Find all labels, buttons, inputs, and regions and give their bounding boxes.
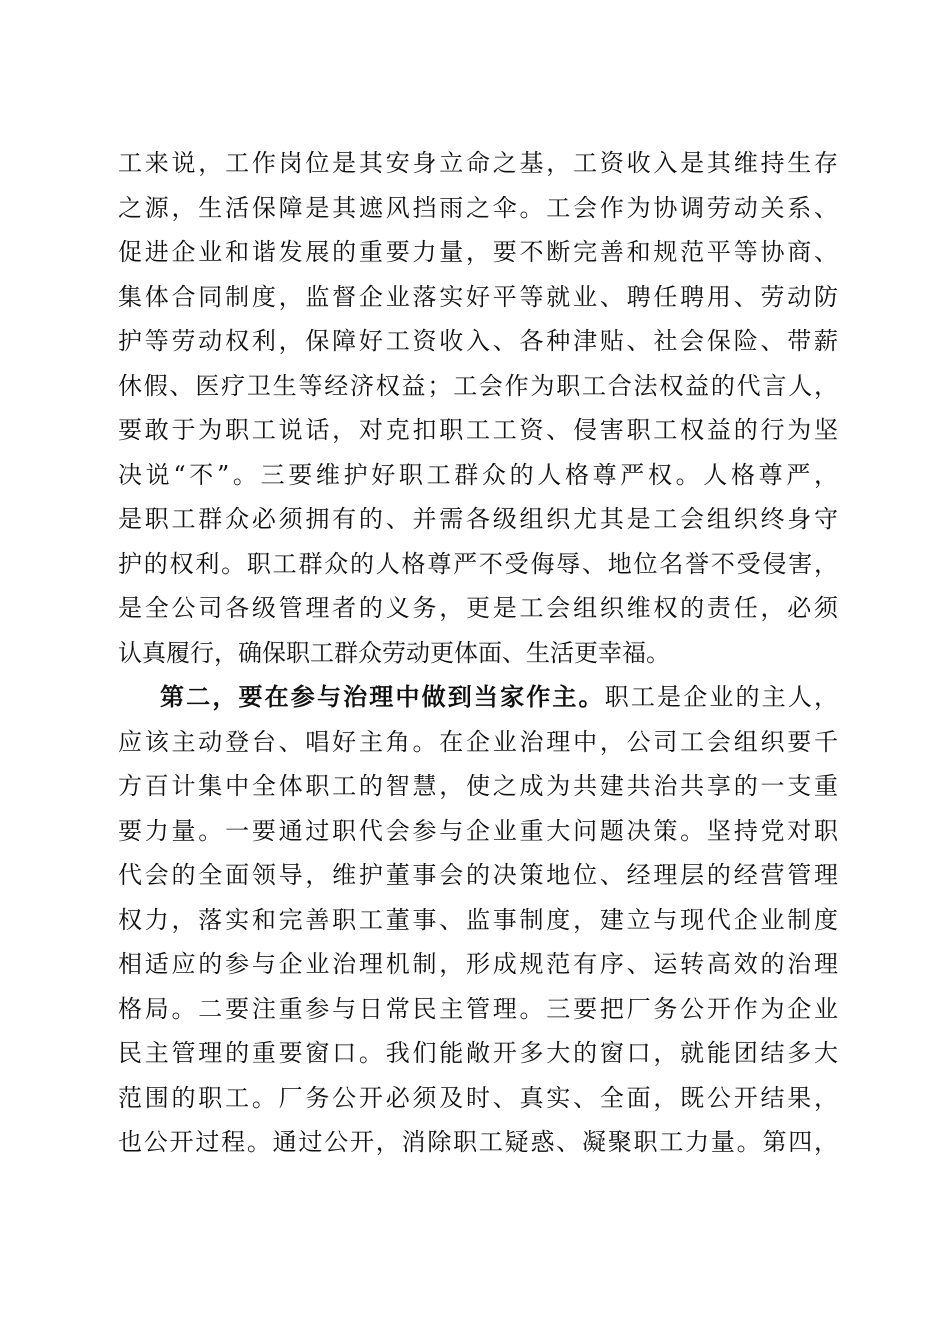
text-line: 集体合同制度，监督企业落实好平等就业、聘任聘用、劳动防 <box>118 282 838 311</box>
text-line: 工来说，工作岗位是其安身立命之基，工资收入是其维持生存 <box>118 149 838 177</box>
text-line: 也公开过程。通过公开，消除职工疑惑、凝聚职工力量。第四， <box>118 1128 838 1156</box>
paragraph-2 <box>118 675 838 1165</box>
text-line: 应该主动登台、唱好主角。在企业治理中，公司工会组织要千 <box>118 727 838 756</box>
text-line: 护等劳动权利，保障好工资收入、各种津贴、社会保险、带薪 <box>118 327 838 355</box>
body-text <box>118 141 838 1165</box>
text-line: 格局。二要注重参与日常民主管理。三要把厂务公开作为企业 <box>118 994 838 1023</box>
text-line: 决说“不”。三要维护好职工群众的人格尊严权。人格尊严， <box>118 460 838 489</box>
text-line: 范围的职工。厂务公开必须及时、真实、全面，既公开结果， <box>118 1083 838 1112</box>
text-line: 权力，落实和完善职工董事、监事制度，建立与现代企业制度 <box>118 905 838 934</box>
text-line: 代会的全面领导，维护董事会的决策地位、经理层的经营管理 <box>118 861 838 889</box>
text-line: 之源，生活保障是其遮风挡雨之伞。工会作为协调劳动关系、 <box>118 193 838 222</box>
text-line: 认真履行，确保职工群众劳动更体面、生活更幸福。 <box>118 638 670 667</box>
text-line: 是全公司各级管理者的义务，更是工会组织维权的责任，必须 <box>118 594 838 622</box>
text-line: 要敢于为职工说话，对克扣职工工资、侵害职工权益的行为坚 <box>118 416 838 444</box>
text-line: 方百计集中全体职工的智慧，使之成为共建共治共享的一支重 <box>118 772 838 800</box>
paragraph-1 <box>118 141 838 675</box>
text-line: 护的权利。职工群众的人格尊严不受侮辱、地位名誉不受侵害， <box>118 549 838 578</box>
text-line: 促进企业和谐发展的重要力量，要不断完善和规范平等协商、 <box>118 238 838 266</box>
paragraph-2-first-line <box>118 675 838 720</box>
text-line: 休假、医疗卫生等经济权益；工会作为职工合法权益的代言人， <box>118 371 838 400</box>
text-line: 相适应的参与企业治理机制，形成规范有序、运转高效的治理 <box>118 950 838 978</box>
text-line: 要力量。一要通过职代会参与企业重大问题决策。坚持党对职 <box>118 816 838 845</box>
text-span: 职工是企业的主人， <box>604 683 838 711</box>
text-line: 民主管理的重要窗口。我们能敞开多大的窗口，就能团结多大 <box>118 1039 838 1067</box>
section-heading-bold: 第二，要在参与治理中做到当家作主。 <box>160 682 605 711</box>
text-line: 是职工群众必须拥有的、并需各级组织尤其是工会组织终身守 <box>118 505 838 533</box>
